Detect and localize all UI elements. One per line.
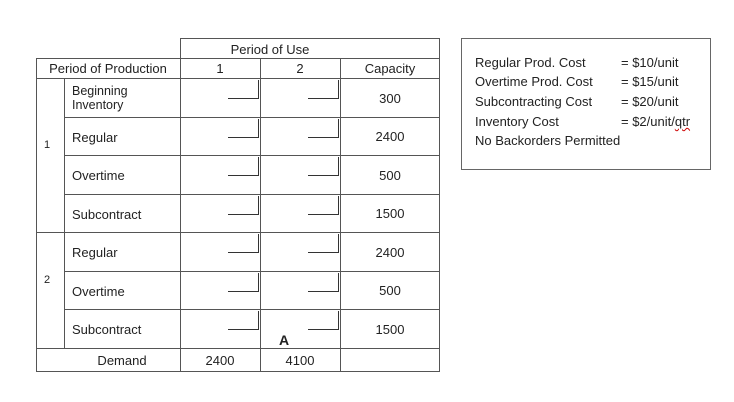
- cost-cell[interactable]: [228, 80, 259, 99]
- grid-line: [36, 58, 440, 59]
- grid-line: [64, 117, 440, 118]
- row-label-regular: Regular: [72, 130, 118, 145]
- period-1-column-header: 1: [216, 61, 224, 76]
- grid-line: [64, 309, 440, 310]
- grid-line: [180, 38, 440, 39]
- period-of-use-header: Period of Use: [230, 42, 310, 57]
- row-label-subcontract: Subcontract: [72, 322, 142, 337]
- capacity-value: 500: [379, 168, 401, 183]
- period-of-production-header: Period of Production: [49, 61, 167, 76]
- grid-line: [36, 78, 440, 79]
- cost-cell[interactable]: [228, 119, 259, 138]
- capacity-value: 1500: [375, 206, 405, 221]
- capacity-value: 300: [379, 91, 401, 106]
- cell-marker-a: A: [279, 332, 290, 348]
- period-1-label: 1: [44, 139, 51, 151]
- capacity-value: 2400: [375, 245, 405, 260]
- row-label-subcontract: Subcontract: [72, 207, 142, 222]
- grid-line: [36, 58, 37, 372]
- demand-label: Demand: [97, 353, 147, 368]
- legend-label: Regular Prod. Cost: [475, 55, 586, 70]
- legend-value: [621, 114, 690, 129]
- row-label-overtime: Overtime: [72, 168, 125, 183]
- grid-line: [180, 38, 181, 372]
- capacity-header: Capacity: [364, 61, 416, 76]
- cost-cell[interactable]: [308, 273, 339, 292]
- legend-label: Overtime Prod. Cost: [475, 74, 593, 89]
- legend-label: Inventory Cost: [475, 114, 559, 129]
- row-label-regular: Regular: [72, 245, 118, 260]
- grid-line: [36, 348, 440, 349]
- cost-cell[interactable]: [228, 234, 259, 253]
- demand-period-2: 4100: [285, 353, 315, 368]
- cost-legend: [461, 38, 711, 170]
- grid-line: [64, 194, 440, 195]
- cost-cell[interactable]: [308, 196, 339, 215]
- grid-line: [64, 78, 65, 348]
- legend-value-unit: qtr: [674, 114, 691, 129]
- legend-value: = $10/unit: [621, 55, 679, 70]
- cost-cell[interactable]: [228, 311, 259, 330]
- cost-cell[interactable]: [228, 157, 259, 176]
- cost-cell[interactable]: [308, 157, 339, 176]
- legend-note: No Backorders Permitted: [475, 133, 621, 148]
- cost-cell[interactable]: [308, 311, 339, 330]
- period-2-column-header: 2: [296, 61, 304, 76]
- grid-line: [260, 58, 261, 372]
- period-2-label: 2: [44, 274, 51, 286]
- cost-cell[interactable]: [308, 80, 339, 99]
- grid-line: [439, 38, 440, 372]
- legend-label: Subcontracting Cost: [475, 94, 593, 109]
- capacity-value: 500: [379, 283, 401, 298]
- capacity-value: 2400: [375, 129, 405, 144]
- row-label-overtime: Overtime: [72, 284, 125, 299]
- legend-value-main: = $2/unit/: [621, 114, 675, 129]
- cost-cell[interactable]: [308, 234, 339, 253]
- legend-value: = $15/unit: [621, 74, 679, 89]
- grid-line: [36, 232, 440, 233]
- grid-line: [36, 371, 440, 372]
- grid-line: [64, 271, 440, 272]
- cost-cell[interactable]: [308, 119, 339, 138]
- legend-value: = $20/unit: [621, 94, 679, 109]
- row-label-beginning-inventory: Beginning Inventory: [72, 84, 128, 112]
- demand-period-1: 2400: [205, 353, 235, 368]
- cost-cell[interactable]: [228, 196, 259, 215]
- cost-cell[interactable]: [228, 273, 259, 292]
- grid-line: [64, 155, 440, 156]
- grid-line: [340, 58, 341, 372]
- capacity-value: 1500: [375, 322, 405, 337]
